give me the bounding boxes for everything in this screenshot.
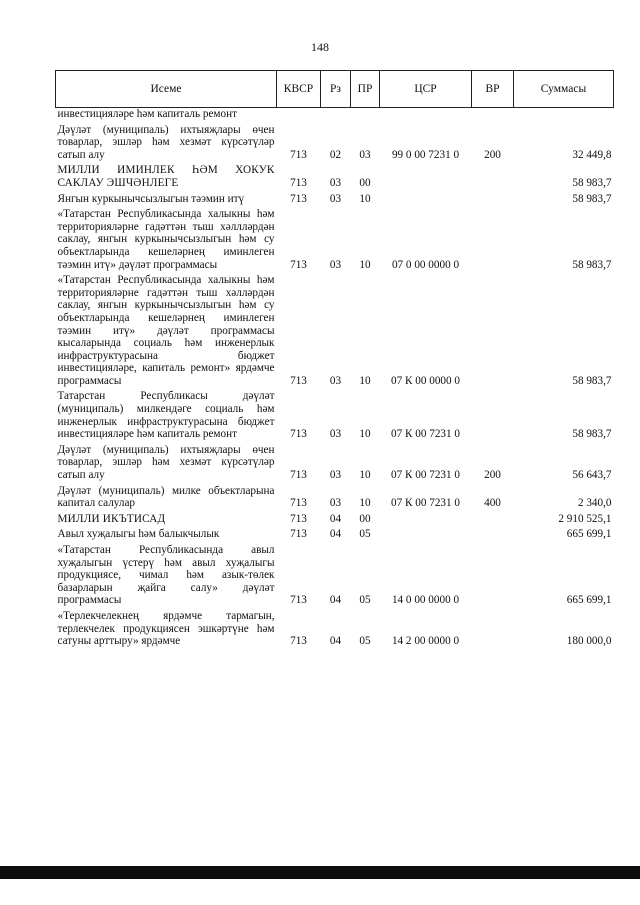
- row-vr-cell: [472, 525, 514, 541]
- row-sum-cell: 665 699,1: [566, 528, 612, 541]
- row-kvsr-cell: 713: [290, 374, 307, 387]
- row-name-cell: Дәүләт (муниципаль) ихтыяҗлары өчен товарлар, эшләр һәм хезмәт күрсәтүләр сатып алу: [57, 123, 275, 161]
- row-kvsr-cell: 713: [290, 258, 307, 271]
- row-rz-cell: 03: [329, 374, 342, 387]
- row-vr-cell: [472, 190, 514, 206]
- row-csr-cell: 14 2 00 0000 0: [391, 635, 460, 648]
- row-kvsr-cell: 713: [290, 497, 307, 510]
- row-pr-cell: 05: [359, 635, 371, 648]
- row-kvsr-cell: 713: [290, 176, 307, 189]
- row-rz-cell: 03: [329, 258, 342, 271]
- scan-edge-bar: [0, 866, 640, 879]
- row-pr-cell: 03: [359, 148, 371, 161]
- row-name-cell: «Терлекчелекнең ярдәмче тармагын, терлекчелек продукциясен эшкәртүне һәм сатуны арттыру» ярдәмче: [57, 609, 275, 648]
- row-rz-cell: 03: [329, 428, 342, 441]
- row-csr-cell: 07 К 00 7231 0: [391, 428, 460, 441]
- row-vr-cell: 400: [484, 497, 501, 510]
- table-row: [56, 205, 614, 271]
- row-pr-cell: 10: [359, 192, 371, 205]
- header-vr: ВР: [472, 71, 514, 108]
- row-kvsr-cell: 713: [290, 148, 307, 161]
- row-sum-cell: [514, 108, 614, 121]
- row-kvsr-cell: 713: [290, 512, 307, 525]
- row-vr-cell: [472, 387, 514, 440]
- header-pr: ПР: [351, 71, 380, 108]
- row-vr-cell: [472, 108, 514, 121]
- table-row: [56, 607, 614, 648]
- row-pr-cell: [351, 108, 380, 121]
- row-name-cell: Дәүләт (муниципаль) ихтыяҗлары өчен товарлар, эшләр һәм хезмәт күрсәтүләр сатып алу: [57, 443, 275, 482]
- row-rz-cell: 04: [329, 512, 342, 525]
- row-csr-cell: [380, 525, 472, 541]
- table-row: [56, 108, 614, 121]
- row-rz-cell: 03: [329, 176, 342, 189]
- row-kvsr-cell: 713: [290, 594, 307, 607]
- row-sum-cell: 58 983,7: [572, 258, 612, 271]
- row-name-cell: Дәүләт (муниципаль) милке объектларына капитал салулар: [57, 484, 275, 510]
- row-name-cell: Татарстан Республикасы дәүләт (муниципаль) милкендәге социаль һәм инженерлык инфраструктурасына бюджет инвестицияләре һәм капиталь ремонт: [57, 390, 275, 441]
- row-csr-cell: 07 К 00 7231 0: [391, 469, 460, 482]
- row-pr-cell: 10: [359, 428, 371, 441]
- row-pr-cell: 10: [359, 374, 371, 387]
- row-csr-cell: 07 К 00 0000 0: [391, 374, 460, 387]
- row-sum-cell: 2 910 525,1: [558, 512, 612, 525]
- row-csr-cell: [380, 108, 472, 121]
- header-kvsr: КВСР: [277, 71, 321, 108]
- row-csr-cell: [380, 510, 472, 526]
- row-vr-cell: [472, 161, 514, 189]
- row-kvsr-cell: 713: [290, 192, 307, 205]
- row-rz-cell: 04: [329, 635, 342, 648]
- row-name-cell: Янгын куркынычсызлыгын тәэмин итү: [57, 192, 245, 205]
- table-row: [56, 387, 614, 440]
- table-row: [56, 525, 614, 541]
- row-rz-cell: 04: [329, 528, 342, 541]
- row-csr-cell: [380, 190, 472, 206]
- row-name-cell: «Татарстан Республикасында авыл хуҗалыгын үстерү һәм авыл хуҗалыгы продукциясе, чимал һәм азык-төлек базарларын җайга салу» дәүләт программасы: [57, 544, 275, 607]
- row-csr-cell: 14 0 00 0000 0: [391, 594, 460, 607]
- row-pr-cell: 05: [359, 528, 371, 541]
- row-vr-cell: 200: [484, 148, 501, 161]
- row-pr-cell: 00: [359, 512, 371, 525]
- row-name-cell: Авыл хуҗалыгы һәм балыкчылык: [57, 528, 220, 541]
- row-vr-cell: [472, 607, 514, 648]
- row-sum-cell: 58 983,7: [572, 428, 612, 441]
- table-row: [56, 121, 614, 162]
- row-name-cell: МИЛЛИ ИКЪТИСАД: [57, 512, 166, 525]
- row-kvsr-cell: 713: [290, 428, 307, 441]
- row-rz-cell: 03: [329, 497, 342, 510]
- row-sum-cell: 56 643,7: [572, 469, 612, 482]
- table-row: [56, 190, 614, 206]
- row-pr-cell: 10: [359, 258, 371, 271]
- row-name-cell: «Татарстан Республикасында халыкны һәм территорияләрне гадәттән тыш хәллләрдән саклау, янгын куркынычсызлыгын һәм су объектларында кешеләрнең иминлеген тәэмин итү» дәүләт программасы: [57, 208, 275, 271]
- row-sum-cell: 58 983,7: [572, 374, 612, 387]
- table-row: [56, 271, 614, 387]
- row-rz-cell: [321, 108, 351, 121]
- row-vr-cell: [472, 271, 514, 387]
- page-number: 148: [311, 40, 329, 54]
- row-rz-cell: 03: [329, 192, 342, 205]
- row-name-cell: инвестицияләре һәм капиталь ремонт: [57, 108, 237, 120]
- table-header-row: [56, 71, 614, 108]
- row-vr-cell: [472, 205, 514, 271]
- row-kvsr-cell: 713: [290, 469, 307, 482]
- row-rz-cell: 03: [329, 469, 342, 482]
- row-vr-cell: 200: [484, 469, 501, 482]
- row-sum-cell: 58 983,7: [572, 192, 612, 205]
- table-row: [56, 482, 614, 510]
- row-kvsr-cell: [277, 108, 321, 121]
- table-row: [56, 161, 614, 189]
- header-csr: ЦСР: [380, 71, 472, 108]
- row-name-cell: «Татарстан Республикасында халыкны һәм территорияләрне гадәттән тыш хәлләрдән саклау, янгын куркынычсызлыгын һәм су объектларында кешеләрнең иминлеген тәэмин итү» дәүләт программасы кысаларында социаль һәм инженерлык инфраструктурасына бюджет инвестицияләре, капиталь ремонт» ярдәмче программасы: [57, 274, 275, 387]
- header-rz: Рз: [321, 71, 351, 108]
- row-csr-cell: 07 0 00 0000 0: [391, 258, 460, 271]
- row-name-cell: МИЛЛИ ИМИНЛЕК ҺӘМ ХОКУК САКЛАУ ЭШЧӘНЛЕГЕ: [57, 164, 275, 189]
- row-pr-cell: 10: [359, 497, 371, 510]
- row-kvsr-cell: 713: [290, 635, 307, 648]
- row-csr-cell: 07 К 00 7231 0: [391, 497, 460, 510]
- row-rz-cell: 02: [329, 148, 342, 161]
- row-pr-cell: 05: [359, 594, 371, 607]
- budget-table: [55, 70, 614, 648]
- table-row: [56, 541, 614, 607]
- row-vr-cell: [472, 510, 514, 526]
- row-vr-cell: [472, 541, 514, 607]
- row-sum-cell: 58 983,7: [572, 176, 612, 189]
- row-sum-cell: 32 449,8: [572, 148, 612, 161]
- row-sum-cell: 180 000,0: [566, 635, 612, 648]
- row-kvsr-cell: 713: [290, 528, 307, 541]
- header-sum: Суммасы: [514, 71, 614, 108]
- row-csr-cell: 99 0 00 7231 0: [391, 148, 460, 161]
- row-pr-cell: 10: [359, 469, 371, 482]
- row-rz-cell: 04: [329, 594, 342, 607]
- header-name: Исеме: [56, 71, 277, 108]
- row-pr-cell: 00: [359, 176, 371, 189]
- row-csr-cell: [380, 161, 472, 189]
- table-row: [56, 441, 614, 482]
- row-sum-cell: 2 340,0: [577, 497, 612, 510]
- row-sum-cell: 665 699,1: [566, 594, 612, 607]
- table-row: [56, 510, 614, 526]
